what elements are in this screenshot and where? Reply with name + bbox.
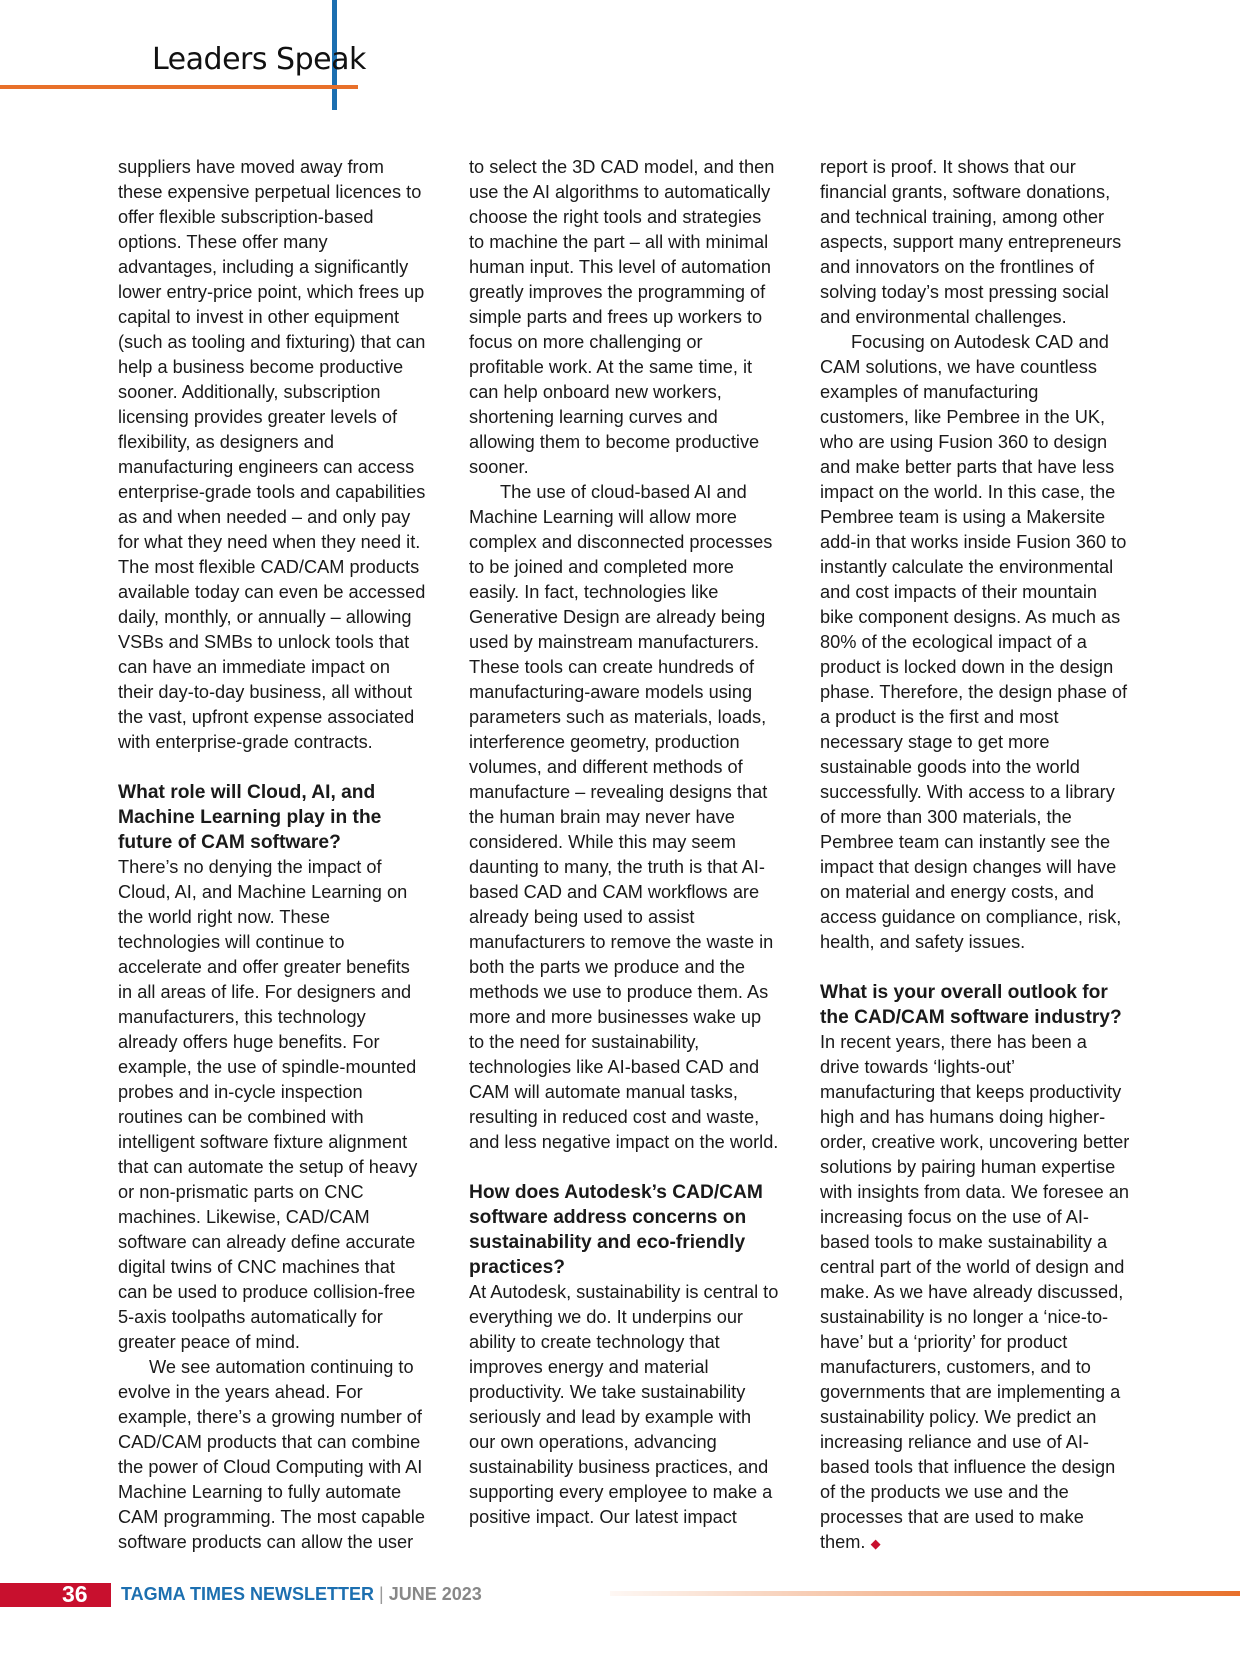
header-horizontal-rule: [0, 85, 358, 89]
paragraph: report is proof. It shows that our financial grants, software donations, and technical training, among other aspects, support many entrepreneurs and innovators on the frontlines of solving today’s most pressing social and environmental challenges.: [820, 157, 1122, 327]
footer-publication: [121, 1584, 482, 1605]
article-column-1: [118, 155, 428, 1555]
publication-name: TAGMA TIMES NEWSLETTER: [121, 1584, 374, 1604]
question-heading: What is your overall outlook for the CAD/CAM software industry?: [820, 982, 1122, 1028]
article-column-3: [820, 155, 1130, 1556]
end-of-article-icon: ◆: [870, 1536, 881, 1551]
paragraph: Focusing on Autodesk CAD and CAM solutions, we have countless examples of manufacturing customers, like Pembree in the UK, who are using Fusion 360 to design and make better parts that have less impact on the world. In this case, the Pembree team is using a Makersite add-in that works inside Fusion 360 to instantly calculate the environmental and cost impacts of their mountain bike component designs. As much as 80% of the ecological impact of a product is locked down in the design phase. Therefore, the design phase of a product is the first and most necessary stage to get more sustainable goods into the world successfully. With access to a library of more than 300 materials, the Pembree team can instantly see the impact that design changes will have on material and energy costs, and access guidance on compliance, risk, health, and safety issues.: [820, 332, 1128, 952]
page-number: 36: [62, 1581, 88, 1607]
paragraph-text: In recent years, there has been a drive towards ‘lights-out’ manufacturing that keeps productivity high and has humans doing higher-order, creative work, uncovering better solutions by pairing human expertise with insights from data. We foresee an increasing focus on the use of AI-based tools to make sustainability a central part of the world of design and make. As we have already discussed, sustainability is no longer a ‘nice-to-have’ but a ‘priority’ for product manufacturers, customers, and to governments that are implementing a sustainability policy. We predict an increasing reliance and use of AI-based tools that influence the design of the products we use and the processes that are used to make them.: [820, 1032, 1130, 1552]
article-column-2: [469, 155, 779, 1530]
paragraph: At Autodesk, sustainability is central to everything we do. It underpins our ability to create technology that improves energy and material productivity. We take sustainability seriously and lead by example with our own operations, advancing sustainability business practices, and supporting every employee to make a positive impact. Our latest impact: [469, 1282, 779, 1527]
paragraph: suppliers have moved away from these expensive perpetual licences to offer flexible subscription-based options. These offer many advantages, including a significantly lower entry-price point, which frees up capital to invest in other equipment (such as tooling and fixturing) that can help a business become productive sooner. Additionally, subscription licensing provides greater levels of flexibility, as designers and manufacturing engineers can access enterprise-grade tools and capabilities as and when needed – and only pay for what they need when they need it. The most flexible CAD/CAM products available today can even be accessed daily, monthly, or annually – allowing VSBs and SMBs to unlock tools that can have an immediate impact on their day-to-day business, all without the vast, upfront expense associated with enterprise-grade contracts.: [118, 157, 426, 752]
footer-rule: [610, 1591, 1240, 1596]
paragraph: The use of cloud-based AI and Machine Learning will allow more complex and disconnected processes to be joined and completed more easily. In fact, technologies like Generative Design are already being used by mainstream manufacturers. These tools can create hundreds of manufacturing-aware models using parameters such as materials, loads, interference geometry, production volumes, and different methods of manufacture – revealing designs that the human brain may never have considered. While this may seem daunting to many, the truth is that AI-based CAD and CAM workflows are already being used to assist manufacturers to remove the waste in both the parts we produce and the methods we use to produce them. As more and more businesses wake up to the need for sustainability, technologies like AI-based CAD and CAM will automate manual tasks, resulting in reduced cost and waste, and less negative impact on the world.: [469, 482, 779, 1152]
paragraph: There’s no denying the impact of Cloud, AI, and Machine Learning on the world right now. These technologies will continue to accelerate and offer greater benefits in all areas of life. For designers and manufacturers, this technology already offers huge benefits. For example, the use of spindle-mounted probes and in-cycle inspection routines can be combined with intelligent software fixture alignment that can automate the setup of heavy or non-prismatic parts on CNC machines. Likewise, CAD/CAM software can already define accurate digital twins of CNC machines that can be used to produce collision-free 5-axis toolpaths automatically for greater peace of mind.: [118, 857, 418, 1352]
page-number-tab: [0, 1583, 111, 1607]
paragraph: We see automation continuing to evolve in the years ahead. For example, there’s a growing number of CAD/CAM products that can combine the power of Cloud Computing with AI Machine Learning to fully automate CAM programming. The most capable software products can allow the user: [118, 1357, 425, 1552]
paragraph: to select the 3D CAD model, and then use the AI algorithms to automatically choose the right tools and strategies to machine the part – all with minimal human input. This level of automation greatly improves the programming of simple parts and frees up workers to focus on more challenging or profitable work. At the same time, it can help onboard new workers, shortening learning curves and allowing them to become productive sooner.: [469, 157, 775, 477]
question-heading: How does Autodesk’s CAD/CAM software address concerns on sustainability and eco-friendly practices?: [469, 1182, 763, 1278]
paragraph-final: [820, 1030, 1130, 1556]
issue-date: JUNE 2023: [388, 1584, 482, 1604]
section-label: Leaders Speak: [152, 42, 366, 77]
footer-separator: |: [379, 1584, 384, 1604]
question-heading: What role will Cloud, AI, and Machine Learning play in the future of CAM software?: [118, 782, 382, 853]
